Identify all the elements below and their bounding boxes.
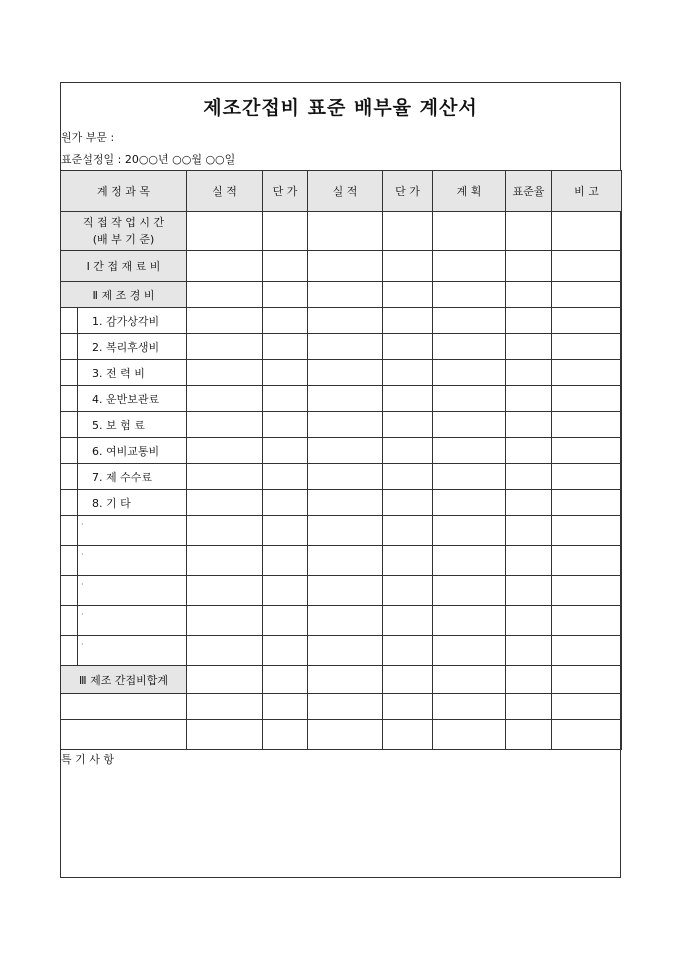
cell[interactable] xyxy=(552,334,622,360)
cell[interactable] xyxy=(506,720,552,750)
cell[interactable] xyxy=(433,464,506,490)
cell[interactable] xyxy=(187,412,263,438)
indent-cell xyxy=(61,464,78,490)
cell[interactable] xyxy=(433,720,506,750)
indent-cell xyxy=(61,412,78,438)
cell[interactable] xyxy=(187,516,263,546)
table-row xyxy=(61,576,622,606)
header-plan: 계 획 xyxy=(433,171,506,212)
cell[interactable] xyxy=(506,666,552,694)
cell[interactable] xyxy=(383,490,433,516)
cell[interactable] xyxy=(433,516,506,546)
indirect-material-label: Ⅰ 간 접 재 료 비 xyxy=(61,251,187,282)
cell[interactable] xyxy=(187,251,263,282)
table-row xyxy=(61,251,622,282)
item-electricity: 3. 전 력 비 xyxy=(78,360,187,386)
cell[interactable] xyxy=(308,308,383,334)
table-row xyxy=(61,694,622,720)
cell[interactable] xyxy=(383,334,433,360)
special-remarks-label: 특 기 사 항 xyxy=(61,753,114,766)
cell[interactable] xyxy=(187,606,263,636)
cell[interactable] xyxy=(506,694,552,720)
table-row xyxy=(61,464,622,490)
indent-cell xyxy=(61,606,78,636)
cell[interactable] xyxy=(308,282,383,308)
cell[interactable] xyxy=(552,606,622,636)
rate-table xyxy=(60,170,622,750)
table-row xyxy=(61,308,622,334)
cell[interactable] xyxy=(383,576,433,606)
cell[interactable] xyxy=(506,212,552,251)
table-row xyxy=(61,334,622,360)
indent-cell xyxy=(61,360,78,386)
item-other: 8. 기 타 xyxy=(78,490,187,516)
table-row xyxy=(61,666,622,694)
cell[interactable] xyxy=(433,360,506,386)
header-account: 계 정 과 목 xyxy=(61,171,187,212)
cell[interactable] xyxy=(552,666,622,694)
manufacturing-expense-label: Ⅱ 제 조 경 비 xyxy=(61,282,187,308)
cost-department-label: 원가 부문 : xyxy=(61,131,115,144)
cell[interactable] xyxy=(263,576,308,606)
blank-item-marker: · xyxy=(78,576,187,606)
cell[interactable] xyxy=(433,251,506,282)
table-row xyxy=(61,546,622,576)
indent-cell xyxy=(61,576,78,606)
cell[interactable] xyxy=(383,412,433,438)
cell[interactable] xyxy=(433,282,506,308)
cell[interactable] xyxy=(506,360,552,386)
item-transport-storage: 4. 운반보관료 xyxy=(78,386,187,412)
header-remarks: 비 고 xyxy=(552,171,622,212)
form-sheet xyxy=(60,82,621,878)
cell[interactable] xyxy=(383,606,433,636)
cell[interactable] xyxy=(308,606,383,636)
cell[interactable] xyxy=(506,251,552,282)
cell[interactable] xyxy=(383,516,433,546)
indirect-total-label: Ⅲ 제조 간접비합계 xyxy=(61,666,187,694)
cell[interactable] xyxy=(308,334,383,360)
cell[interactable] xyxy=(308,636,383,666)
cell[interactable] xyxy=(308,412,383,438)
indent-cell xyxy=(61,516,78,546)
cell[interactable] xyxy=(433,334,506,360)
cell[interactable] xyxy=(383,636,433,666)
cell[interactable] xyxy=(433,606,506,636)
cell[interactable] xyxy=(506,308,552,334)
cell[interactable] xyxy=(552,212,622,251)
cell[interactable] xyxy=(552,438,622,464)
table-row xyxy=(61,360,622,386)
cell[interactable] xyxy=(187,576,263,606)
cell[interactable] xyxy=(263,464,308,490)
cell[interactable] xyxy=(506,334,552,360)
cell[interactable] xyxy=(552,464,622,490)
blank-item-marker: · xyxy=(78,636,187,666)
indent-cell xyxy=(61,636,78,666)
cell[interactable] xyxy=(383,212,433,251)
cell[interactable] xyxy=(263,636,308,666)
cell[interactable] xyxy=(552,490,622,516)
cell[interactable] xyxy=(506,412,552,438)
document-title: 제조간접비 표준 배부율 계산서 xyxy=(203,97,478,119)
header-actual-1: 실 적 xyxy=(187,171,263,212)
header-actual-2: 실 적 xyxy=(308,171,383,212)
table-row xyxy=(61,720,622,750)
cell[interactable] xyxy=(552,282,622,308)
cell[interactable] xyxy=(308,438,383,464)
item-insurance: 5. 보 험 료 xyxy=(78,412,187,438)
blank-item-marker: · xyxy=(78,606,187,636)
cell[interactable] xyxy=(552,386,622,412)
cell[interactable] xyxy=(308,251,383,282)
cell[interactable] xyxy=(187,438,263,464)
cell[interactable] xyxy=(187,282,263,308)
cell[interactable] xyxy=(308,464,383,490)
cell[interactable] xyxy=(506,282,552,308)
blank-item-marker: · xyxy=(78,516,187,546)
allocation-basis-label: (배 부 기 준) xyxy=(92,233,155,246)
cell[interactable] xyxy=(433,666,506,694)
cell[interactable] xyxy=(308,694,383,720)
cell[interactable] xyxy=(187,308,263,334)
cell[interactable] xyxy=(506,386,552,412)
cell[interactable] xyxy=(433,576,506,606)
indent-cell xyxy=(61,490,78,516)
cell[interactable] xyxy=(187,334,263,360)
cell[interactable] xyxy=(506,636,552,666)
cell[interactable] xyxy=(433,438,506,464)
table-row xyxy=(61,282,622,308)
cell[interactable] xyxy=(263,282,308,308)
cell[interactable] xyxy=(308,720,383,750)
cell[interactable] xyxy=(263,606,308,636)
cell[interactable] xyxy=(433,490,506,516)
cell[interactable] xyxy=(187,360,263,386)
cell[interactable] xyxy=(552,694,622,720)
cell[interactable] xyxy=(61,694,187,720)
cell[interactable] xyxy=(308,576,383,606)
cell[interactable] xyxy=(383,251,433,282)
cell[interactable] xyxy=(552,516,622,546)
cell[interactable] xyxy=(263,386,308,412)
cell[interactable] xyxy=(383,282,433,308)
cell[interactable] xyxy=(187,720,263,750)
cell[interactable] xyxy=(433,212,506,251)
cell[interactable] xyxy=(433,694,506,720)
cell[interactable] xyxy=(61,720,187,750)
cell[interactable] xyxy=(552,251,622,282)
cell[interactable] xyxy=(187,636,263,666)
cell[interactable] xyxy=(308,490,383,516)
cell[interactable] xyxy=(308,516,383,546)
cell[interactable] xyxy=(263,546,308,576)
indent-cell xyxy=(61,386,78,412)
cell[interactable] xyxy=(383,720,433,750)
cell[interactable] xyxy=(187,694,263,720)
cell[interactable] xyxy=(383,546,433,576)
cell[interactable] xyxy=(552,360,622,386)
cell[interactable] xyxy=(187,464,263,490)
cell[interactable] xyxy=(263,666,308,694)
cell[interactable] xyxy=(187,546,263,576)
item-travel: 6. 여비교통비 xyxy=(78,438,187,464)
cell[interactable] xyxy=(263,251,308,282)
cell[interactable] xyxy=(308,666,383,694)
cell[interactable] xyxy=(506,464,552,490)
cell[interactable] xyxy=(552,576,622,606)
direct-work-hours-cell xyxy=(61,212,187,251)
cell[interactable] xyxy=(263,308,308,334)
item-fees: 7. 제 수수료 xyxy=(78,464,187,490)
cell[interactable] xyxy=(433,386,506,412)
indent-cell xyxy=(61,334,78,360)
cell[interactable] xyxy=(433,636,506,666)
cell[interactable] xyxy=(187,666,263,694)
table-row xyxy=(61,212,622,251)
cell[interactable] xyxy=(308,546,383,576)
header-unit-1: 단 가 xyxy=(263,171,308,212)
cell[interactable] xyxy=(263,212,308,251)
cell[interactable] xyxy=(506,576,552,606)
cell[interactable] xyxy=(506,490,552,516)
indent-cell xyxy=(61,546,78,576)
direct-work-hours-label: 직 접 작 업 시 간 xyxy=(82,216,165,229)
indent-cell xyxy=(61,438,78,464)
cell[interactable] xyxy=(383,666,433,694)
table-row xyxy=(61,386,622,412)
cell[interactable] xyxy=(506,516,552,546)
cell[interactable] xyxy=(433,412,506,438)
cell[interactable] xyxy=(506,606,552,636)
cell[interactable] xyxy=(383,360,433,386)
item-depreciation: 1. 감가상각비 xyxy=(78,308,187,334)
cell[interactable] xyxy=(552,412,622,438)
cell[interactable] xyxy=(308,212,383,251)
cell[interactable] xyxy=(383,464,433,490)
cell[interactable] xyxy=(263,334,308,360)
cell[interactable] xyxy=(552,546,622,576)
table-row xyxy=(61,412,622,438)
cell[interactable] xyxy=(263,490,308,516)
cell[interactable] xyxy=(263,516,308,546)
cell[interactable] xyxy=(552,636,622,666)
cell[interactable] xyxy=(383,438,433,464)
cell[interactable] xyxy=(263,412,308,438)
cell[interactable] xyxy=(433,308,506,334)
cell[interactable] xyxy=(187,490,263,516)
header-unit-2: 단 가 xyxy=(383,171,433,212)
header-standard-rate: 표준율 xyxy=(506,171,552,212)
cell[interactable] xyxy=(263,694,308,720)
cell[interactable] xyxy=(263,720,308,750)
cell[interactable] xyxy=(263,360,308,386)
blank-item-marker: · xyxy=(78,546,187,576)
table-row xyxy=(61,438,622,464)
standard-date-label: 표준설정일 : 20○○년 ○○월 ○○일 xyxy=(61,153,236,166)
cell[interactable] xyxy=(187,386,263,412)
cell[interactable] xyxy=(187,212,263,251)
cell[interactable] xyxy=(383,386,433,412)
table-row xyxy=(61,636,622,666)
cell[interactable] xyxy=(506,546,552,576)
cell[interactable] xyxy=(263,438,308,464)
cell[interactable] xyxy=(308,360,383,386)
cell[interactable] xyxy=(506,438,552,464)
header-row xyxy=(61,171,622,212)
table-row xyxy=(61,516,622,546)
cell[interactable] xyxy=(383,694,433,720)
table-row xyxy=(61,606,622,636)
item-welfare: 2. 복리후생비 xyxy=(78,334,187,360)
cell[interactable] xyxy=(308,386,383,412)
cell[interactable] xyxy=(552,720,622,750)
cell[interactable] xyxy=(433,546,506,576)
indent-cell xyxy=(61,308,78,334)
table-row xyxy=(61,490,622,516)
cell[interactable] xyxy=(552,308,622,334)
cell[interactable] xyxy=(383,308,433,334)
